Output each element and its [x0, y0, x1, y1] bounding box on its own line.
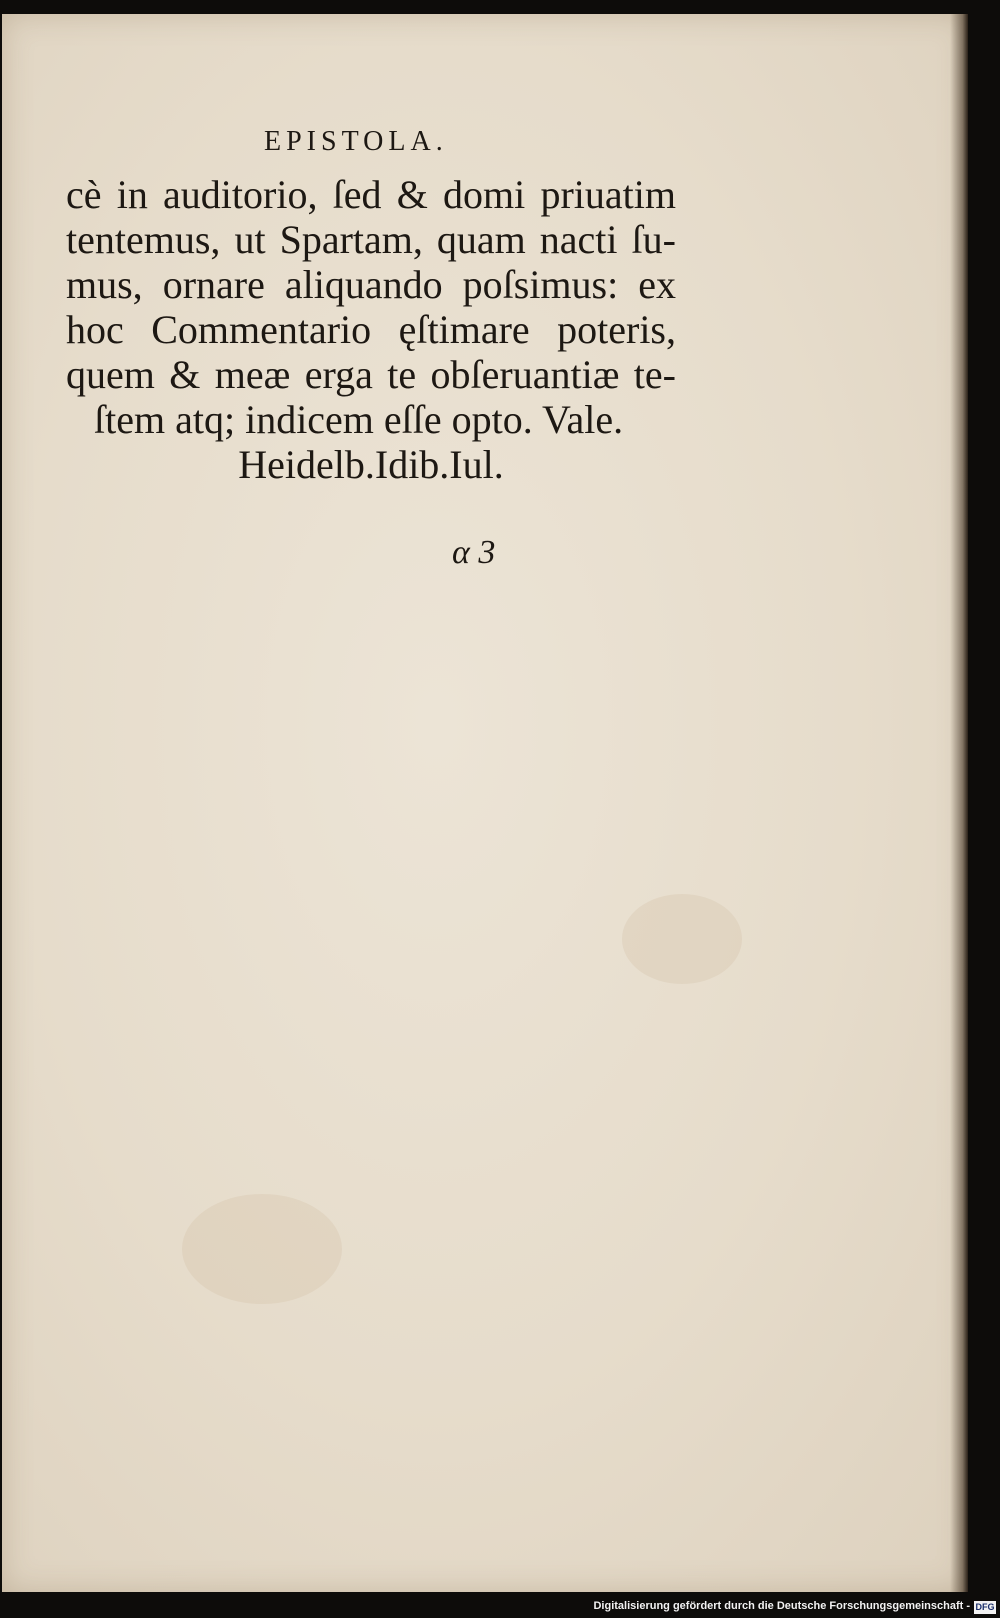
closing-date-line: Heidelb.Idib.Iul. [238, 442, 504, 487]
text-line: ſtem atq; indicem eſſe opto. Vale. [94, 397, 624, 442]
dfg-logo: DFG [975, 1602, 995, 1612]
book-page [2, 14, 968, 1592]
bleed-through-text [62, 414, 702, 1314]
letter-body [66, 172, 676, 487]
page-edge-shadow [950, 14, 968, 1592]
text-line: cè in auditorio, ſed & domi priuatim [66, 172, 676, 217]
text-line: tentemus, ut Spartam, quam nacti ſu- [66, 217, 676, 262]
digitization-credit: Digitalisierung gefördert durch die Deutsche Forschungsgemeinschaft - [593, 1600, 970, 1612]
paper-stain [182, 1194, 342, 1304]
paper-stain [622, 894, 742, 984]
running-head: EPISTOLA. [264, 126, 448, 157]
text-line: quem & meæ erga te obſeruantiæ te- [66, 352, 676, 397]
digitization-credit-bar [0, 1598, 1000, 1618]
text-line: hoc Commentario ęſtimare poteris, [66, 307, 676, 352]
signature-mark: α 3 [452, 534, 496, 571]
text-line: mus, ornare aliquando poſsimus: ex [66, 262, 676, 307]
